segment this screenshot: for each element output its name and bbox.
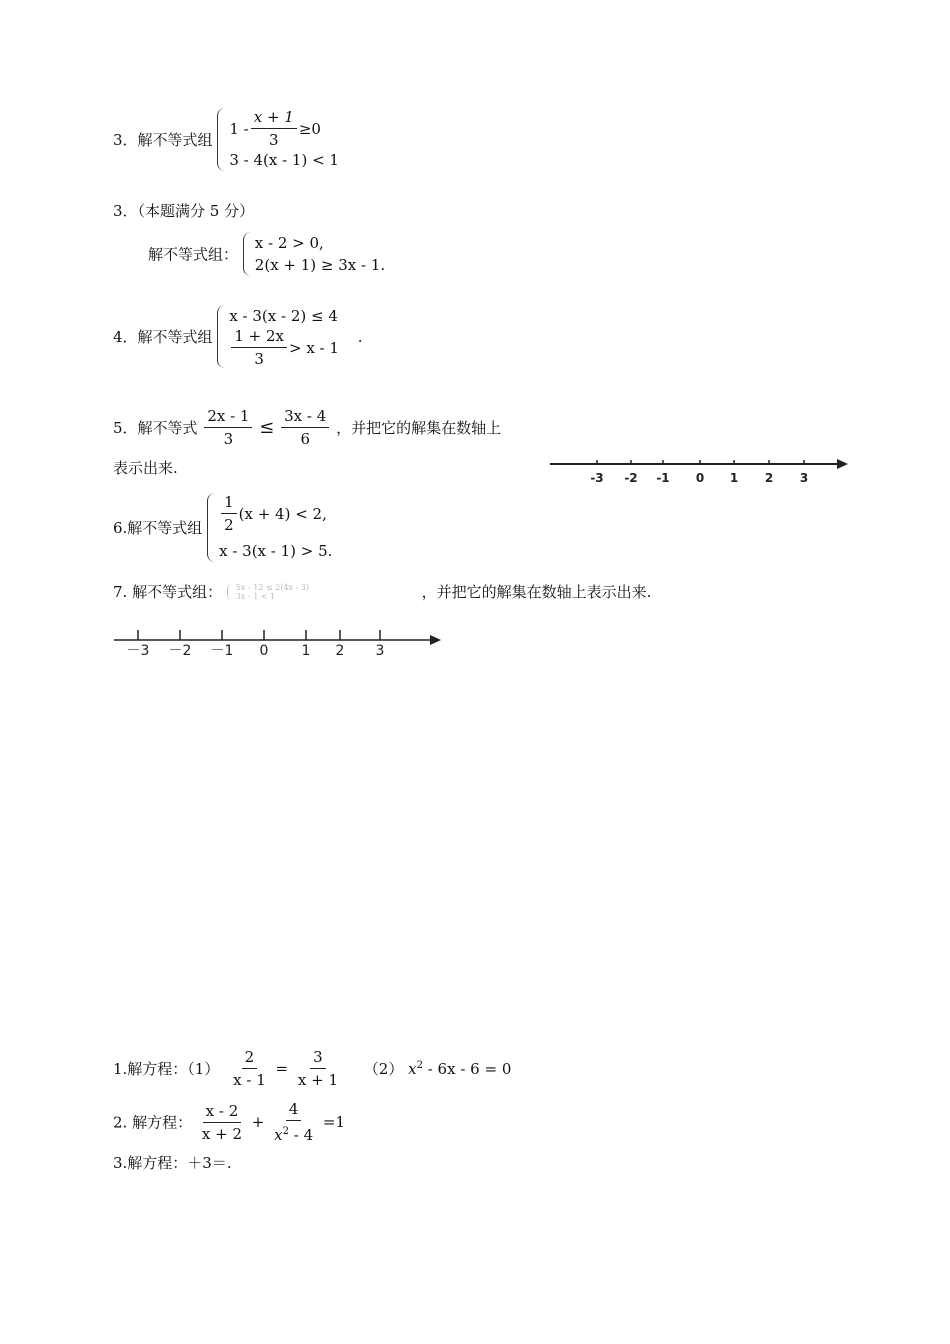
problem-3 (113, 108, 339, 171)
fraction: $\frac{3}{x + 1}$ (297, 1048, 338, 1089)
problem-3b (148, 232, 385, 276)
problem-3b-heading: 3．（本题满分 5 分） (113, 202, 255, 220)
inequality-system: 1 - $\frac{x + 1}{3}$ ≥0 3 - 4(x - 1) < 1 (217, 108, 339, 171)
inequality-system: x - 3(x - 2) ≤ 4 $\frac{1 + 2x}{3}$ > x - 1 (217, 305, 339, 368)
tick-label: -3 (590, 471, 604, 485)
problem-7-label: 7. 解不等式组： (113, 583, 223, 601)
equation-2: 2. 解方程： $\frac{x - 2}{x + 2}$ + $\frac{4}{x^2 - 4}$ =1 (113, 1100, 346, 1144)
problem-4: 4．解不等式组 x - 3(x - 2) ≤ 4 $\frac{1 + 2x}{3}$ > x - 1 . (113, 307, 363, 368)
tick-label: 0 (695, 471, 705, 485)
tick-label: 3 (799, 471, 809, 485)
fraction: $\frac{x - 2}{x + 2}$ (201, 1101, 242, 1143)
tick-label: 1 (729, 471, 739, 485)
problem-5-label: 5．解不等式 (113, 419, 198, 437)
equation-3: 3.解方程：＋3＝. (113, 1154, 232, 1172)
number-line-1 (545, 452, 855, 488)
inequality-system: $\frac{1}{2}$ (x + 4) < 2, x - 3(x - 1) > 5. (207, 493, 332, 562)
problem-7: 7. 解不等式组： 5x - 12 ≤ 2(4x - 3) 3x - 1 < 1 ，并把它的解集在数轴上表示出来. (113, 582, 652, 601)
fraction: $\frac{2x - 1}{3}$ (204, 407, 252, 448)
fraction: $\frac{x + 1}{3}$ (251, 108, 297, 149)
tick-label: 0 (259, 643, 269, 659)
fraction: $\frac{1 + 2x}{3}$ (231, 327, 287, 368)
faint-inequality-system: 5x - 12 ≤ 2(4x - 3) 3x - 1 < 1 (227, 583, 417, 601)
tick-label: －2 (168, 643, 192, 659)
tick-label: 1 (301, 643, 311, 659)
axis-arrow (430, 635, 441, 645)
fraction: $\frac{2}{x - 1}$ (233, 1048, 266, 1089)
number-line-2 (110, 626, 450, 662)
tick-label: 2 (335, 643, 345, 659)
tick-label: -1 (656, 471, 670, 485)
problem-6 (113, 493, 332, 562)
fraction: $\frac{3x - 4}{6}$ (281, 407, 329, 448)
inequality-system: x - 2 > 0, 2(x + 1) ≥ 3x - 1. (243, 232, 385, 276)
problem-3b-label: 解不等式组： (148, 245, 239, 264)
problem-3-label: 3．解不等式组 (113, 131, 213, 149)
fraction: $\frac{1}{2}$ (221, 493, 237, 534)
problem-5: 5．解不等式 $\frac{2x - 1}{3}$ ≤ $\frac{3x - 4}{6}$ ，并把它的解集在数轴上 (113, 407, 502, 448)
problem-4-label: 4．解不等式组 (113, 328, 213, 346)
problem-5-continued: 表示出来. (113, 459, 178, 477)
equation-1-label: 1.解方程：（1） (113, 1060, 220, 1078)
tick-label: 2 (764, 471, 774, 485)
problem-6-label: 6.解不等式组 (113, 519, 203, 537)
fraction: $\frac{4}{x^2 - 4}$ (274, 1100, 314, 1144)
tick-label: 3 (375, 643, 385, 659)
equation-1: 1.解方程：（1） $\frac{2}{x - 1}$ = $\frac{3}{x + 1}$ （2） $x^2 - 6x - 6 = 0$ (113, 1048, 512, 1089)
tick-label: －1 (210, 643, 234, 659)
equation-2-label: 2. 解方程： (113, 1113, 193, 1132)
tick-label: -2 (624, 471, 638, 485)
tick-label: －3 (126, 643, 150, 659)
axis-arrow (837, 459, 848, 469)
